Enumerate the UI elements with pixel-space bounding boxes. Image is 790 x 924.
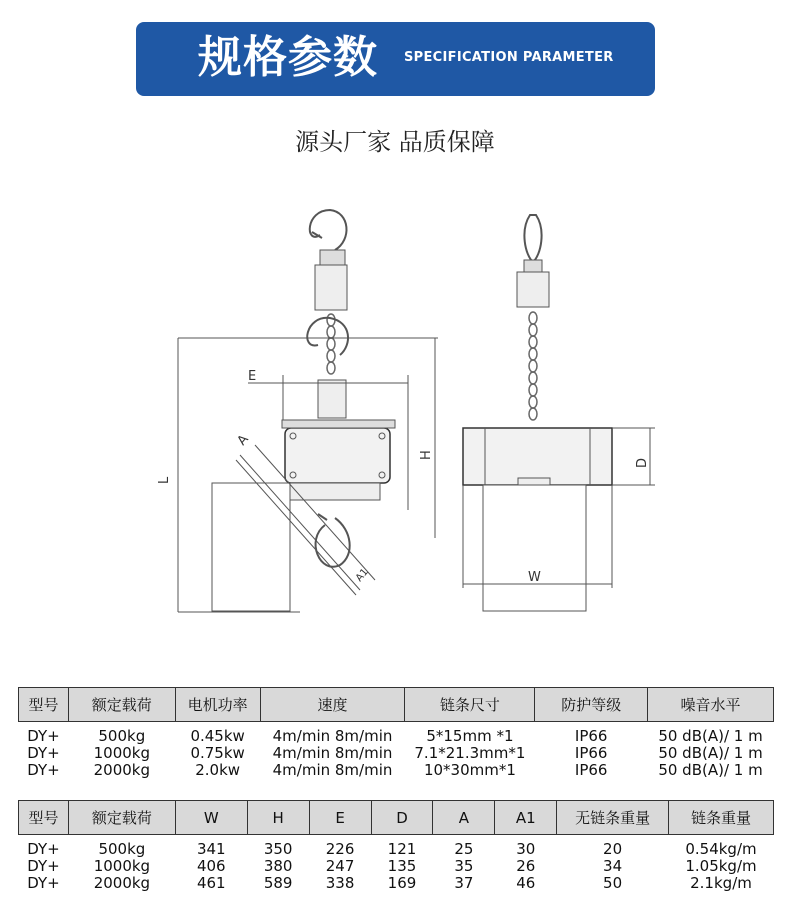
cell: 35 [454, 857, 474, 875]
header-d: D [371, 801, 433, 835]
cell: 500kg [98, 840, 146, 858]
cell: 2000kg [93, 874, 151, 892]
header-e: E [309, 801, 371, 835]
cell: 10*30mm*1 [423, 761, 516, 779]
cell: 4m/min 8m/min [272, 744, 393, 762]
cell: 226 [325, 840, 355, 858]
cell: 338 [325, 874, 355, 892]
label-a: A [234, 432, 252, 449]
header-h: H [247, 801, 309, 835]
cell: 135 [387, 857, 417, 875]
cell: 500kg [98, 727, 146, 745]
cell: 2.1kg/m [690, 874, 752, 892]
cell: IP66 [574, 761, 608, 779]
header-rated-load: 额定载荷 [68, 801, 175, 835]
label-l: L [157, 476, 172, 484]
cell: 37 [454, 874, 474, 892]
header-protection: 防护等级 [535, 688, 648, 722]
header-w: W [175, 801, 247, 835]
cell: 46 [516, 874, 536, 892]
cell: 341 [196, 840, 226, 858]
label-e: E [248, 369, 257, 384]
title-banner [136, 22, 655, 96]
header-chain-weight: 链条重量 [668, 801, 773, 835]
cell: 1.05kg/m [685, 857, 757, 875]
header-speed: 速度 [260, 688, 405, 722]
cell: 0.75kw [190, 744, 245, 762]
cell: 50 dB(A)/ 1 m [658, 761, 763, 779]
cell: 169 [387, 874, 417, 892]
cell: 0.54kg/m [685, 840, 757, 858]
header-a1: A1 [495, 801, 557, 835]
cell: 50 [603, 874, 623, 892]
table-row [19, 835, 774, 901]
cell: DY+ [27, 874, 60, 892]
cell: DY+ [27, 744, 60, 762]
cell: 0.45kw [190, 727, 245, 745]
label-d: D [635, 457, 650, 468]
cell: 20 [603, 840, 623, 858]
cell: IP66 [574, 727, 608, 745]
cell: 26 [516, 857, 536, 875]
cell: 461 [196, 874, 226, 892]
header-rated-load: 额定载荷 [68, 688, 175, 722]
header-model: 型号 [19, 688, 69, 722]
cell: 30 [516, 840, 536, 858]
cell: 247 [325, 857, 355, 875]
header-a: A [433, 801, 495, 835]
cell: 34 [603, 857, 623, 875]
cell: 7.1*21.3mm*1 [414, 744, 526, 762]
header-model: 型号 [19, 801, 69, 835]
table-header-row [19, 688, 774, 722]
table-row [19, 722, 774, 788]
spec-table-dimensions [18, 800, 774, 900]
cell: 2.0kw [195, 761, 241, 779]
cell: 50 dB(A)/ 1 m [658, 727, 763, 745]
cell: 50 dB(A)/ 1 m [658, 744, 763, 762]
cell: DY+ [27, 857, 60, 875]
cell: 1000kg [93, 744, 150, 762]
cell: 380 [263, 857, 293, 875]
header-weight-no-chain: 无链条重量 [557, 801, 669, 835]
header-chain-size: 链条尺寸 [405, 688, 535, 722]
header-motor-power: 电机功率 [175, 688, 260, 722]
label-w: W [528, 570, 541, 585]
label-h: H [419, 450, 434, 460]
cell: 589 [263, 874, 293, 892]
cell: 4m/min 8m/min [272, 727, 393, 745]
cell: DY+ [27, 840, 60, 858]
hoist-technical-drawing [150, 195, 670, 625]
banner-subtitle: SPECIFICATION PARAMETER [404, 50, 614, 65]
cell: IP66 [574, 744, 608, 762]
cell: 1000kg [93, 857, 151, 875]
cell: 350 [263, 840, 293, 858]
cell: 5*15mm *1 [426, 727, 514, 745]
table-header-row [19, 801, 774, 835]
spec-table-electrical [18, 687, 774, 787]
cell: 4m/min 8m/min [272, 761, 393, 779]
header-noise: 噪音水平 [648, 688, 774, 722]
cell: 406 [196, 857, 226, 875]
label-a1: A1 [353, 566, 371, 584]
cell: 25 [454, 840, 474, 858]
cell: DY+ [27, 727, 60, 745]
cell: 2000kg [93, 761, 150, 779]
tagline: 源头厂家 品质保障 [295, 128, 495, 156]
cell: DY+ [27, 761, 60, 779]
banner-title: 规格参数 [198, 32, 378, 83]
cell: 121 [387, 840, 417, 858]
